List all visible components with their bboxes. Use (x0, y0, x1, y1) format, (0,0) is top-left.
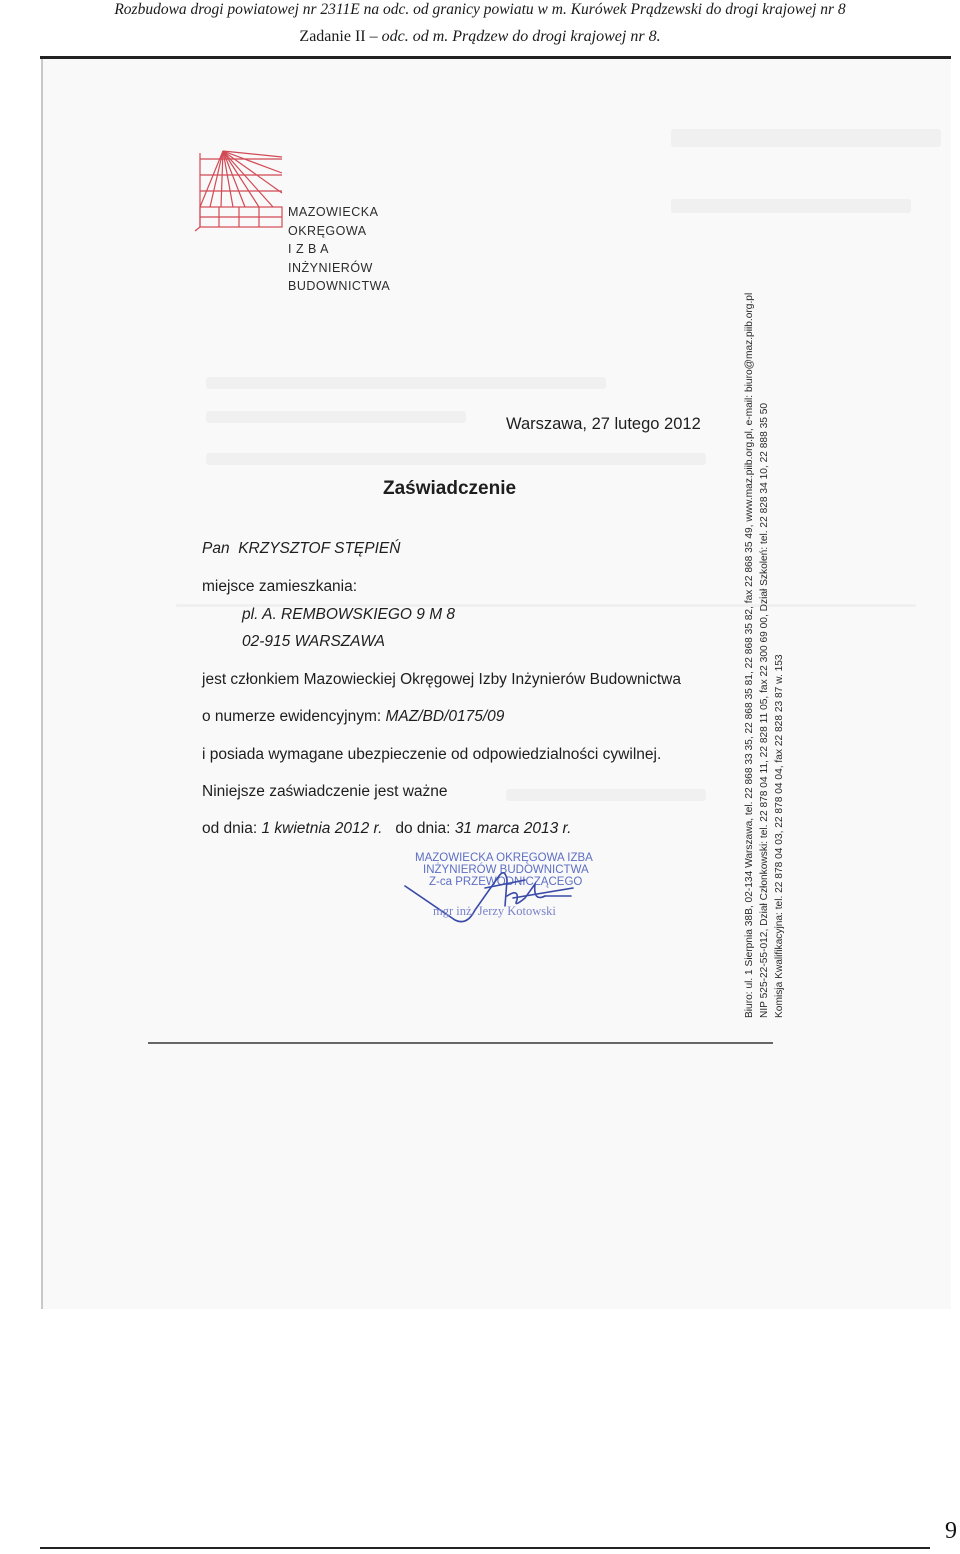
header-subtitle-prefix: Zadanie II – (299, 28, 382, 45)
from-date: 1 kwietnia 2012 r. (261, 820, 383, 837)
contact-line: Biuro: ul. 1 Sierpnia 38B, 02-134 Warszawa, tel. 22 868 33 35, 22 868 35 81, 22 868 35 82, fax 22 868 35 49, www.maz.piib.org.pl, e-mail: biuro@maz.piib.org.pl (744, 292, 755, 1018)
signatory-name: mgr inż. Jerzy Kotowski (433, 904, 556, 918)
validity-dates (202, 820, 571, 838)
bleed-through-text (206, 411, 466, 423)
stamp-line: MAZOWIECKA OKRĘGOWA IZBA (415, 852, 593, 864)
certificate-title: Zaświadczenie (383, 478, 517, 499)
bleed-through-text (671, 199, 911, 213)
stamp-line: Z-ca PRZEWODNICZĄCEGO (429, 876, 583, 888)
handwritten-signature-icon (395, 858, 615, 938)
holder-line (202, 540, 400, 558)
holder-name: KRZYSZTOF STĘPIEŃ (238, 540, 401, 557)
registration-number: MAZ/BD/0175/09 (385, 708, 505, 725)
membership-statement: jest członkiem Mazowieckiej Okręgowej Izby Inżynierów Budownictwa (202, 671, 681, 688)
bleed-through-text (206, 377, 606, 389)
registration-line (202, 708, 504, 726)
bleed-through-text (206, 453, 706, 465)
salutation: Pan (202, 540, 230, 557)
bleed-through-text (506, 789, 706, 801)
to-label: do dnia: (395, 820, 451, 837)
logo-line: BUDOWNICTWA (288, 279, 391, 293)
address-line-1: pl. A. REMBOWSKIEGO 9 M 8 (242, 606, 456, 623)
registration-label: o numerze ewidencyjnym: (202, 708, 382, 725)
insurance-statement: i posiada wymagane ubezpieczenie od odpowiedzialności cywilnej. (202, 746, 662, 763)
header-subtitle-section: odc. od m. Prądzew do drogi krajowej nr 8. (381, 28, 661, 45)
logo-line: MAZOWIECKA (288, 205, 379, 219)
page-number: 9 (945, 1518, 957, 1544)
contact-line: Komisja Kwalifikacyjna: tel. 22 878 04 03, 22 878 04 04, fax 22 828 23 87 w. 153 (774, 654, 785, 1018)
address-line-2: 02-915 WARSZAWA (242, 633, 386, 650)
validity-statement: Niniejsze zaświadczenie jest ważne (202, 783, 448, 800)
logo-line: OKRĘGOWA (288, 223, 367, 238)
logo-line: I Z B A (288, 242, 330, 256)
to-date: 31 marca 2013 r. (454, 820, 572, 837)
header-subtitle (0, 28, 960, 46)
bleed-through-text (671, 129, 941, 147)
chamber-logo-text (288, 203, 390, 296)
stamp-line: INŻYNIERÓW BUDOWNICTWA (423, 864, 589, 876)
footer-rule (40, 1547, 930, 1549)
residence-label: miejsce zamieszkania: (202, 578, 358, 595)
place-and-date: Warszawa, 27 lutego 2012 (506, 415, 701, 433)
logo-line: INŻYNIERÓW (288, 260, 373, 275)
document-bottom-rule (148, 1042, 773, 1044)
contact-line: NIP 525-22-55-012, Dział Członkowski: tel. 22 878 04 11, 22 828 11 05, fax 22 300 69 00, Dział Szkoleń: tel. 22 828 34 10, 22 888 35 50 (759, 402, 770, 1018)
header-project-title: Rozbudowa drogi powiatowej nr 2311E na odc. od granicy powiatu w m. Kurówek Prądzewski do drogi krajowej nr 8 (114, 1, 846, 18)
side-contact-info (742, 293, 787, 1018)
from-label: od dnia: (202, 820, 258, 837)
